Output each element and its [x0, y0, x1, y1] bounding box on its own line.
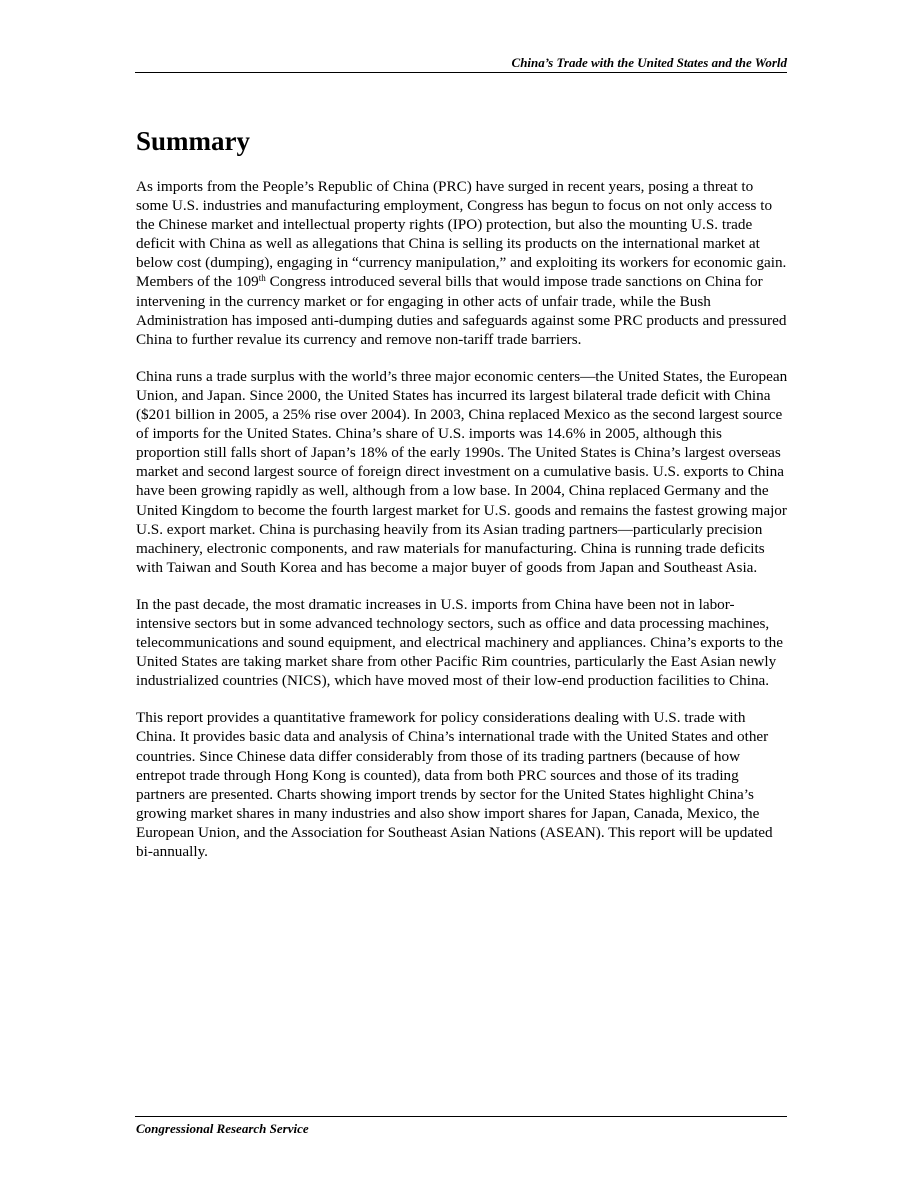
- paragraph-2: China runs a trade surplus with the world’s three major economic centers—the United States, the European Union, and Japan. Since 2000, the United States has incurred its largest bilateral trade deficit with China ($201 billion in 2005, a 25% rise over 2004). In 2003, China replaced Mexico as the second largest source of imports for the United States. China’s share of U.S. imports was 14.6% in 2005, although this proportion still falls short of Japan’s 18% of the early 1990s. The United States is China’s largest overseas market and second largest source of foreign direct investment on a cumulative basis. U.S. exports to China have been growing rapidly as well, although from a low base. In 2004, China replaced Germany and the United Kingdom to become the fourth largest market for U.S. goods and remains the fastest growing major U.S. export market. China is purchasing heavily from its Asian trading partners—particularly precision machinery, electronic components, and raw materials for manufacturing. China is running trade deficits with Taiwan and South Korea and has become a major buyer of goods from Japan and Southeast Asia.: [136, 367, 788, 576]
- paragraph-4: This report provides a quantitative framework for policy considerations dealing with U.S. trade with China. It provides basic data and analysis of China’s international trade with the United States and other countries. Since Chinese data differ considerably from those of its trading partners (because of how entrepot trade through Hong Kong is counted), data from both PRC sources and those of its trading partners are presented. Charts showing import trends by sector for the United States highlight China’s growing market shares in many industries and also show import shares for Japan, Canada, Mexico, the European Union, and the Association for Southeast Asian Nations (ASEAN). This report will be updated bi-annually.: [136, 709, 773, 860]
- ordinal-superscript: th: [258, 273, 266, 284]
- paragraph-3: In the past decade, the most dramatic increases in U.S. imports from China have been not in labor-intensive sectors but in some advanced technology sectors, such as office and data processing machines, telecommunications and sound equipment, and electrical machinery and appliances. China’s exports to the United States are taking market share from other Pacific Rim countries, particularly the East Asian newly industrialized countries (NICS), which have moved most of their low-end production facilities to China.: [136, 595, 783, 690]
- paragraph-1-text-end: Congress introduced several bills that would impose trade sanctions on China for intervening in the currency market or for engaging in other acts of unfair trade, while the Bush Administration has imposed anti-dumping duties and safeguards against some PRC products and pressured China to further revalue its currency and remove non-tariff trade barriers.: [136, 273, 787, 348]
- header-rule: [135, 72, 787, 73]
- running-header-title: China’s Trade with the United States and the World: [511, 55, 787, 70]
- footer-rule: [135, 1116, 787, 1117]
- running-footer-source: Congressional Research Service: [136, 1121, 309, 1136]
- paragraph-1: [136, 177, 788, 349]
- summary-body: [136, 177, 788, 879]
- section-heading: Summary: [136, 126, 250, 156]
- paragraph-1-text-start: As imports from the People’s Republic of China (PRC) have surged in recent years, posing a threat to some U.S. industries and manufacturing employment, Congress has begun to focus on not only access to the Chinese market and intellectual property rights (IPO) protection, but also the mounting U.S. trade deficit with China as well as allegations that China is selling its products on the international market at below cost (dumping), engaging in “currency manipulation,” and exploiting its workers for economic gain. Members of the 109: [136, 178, 787, 291]
